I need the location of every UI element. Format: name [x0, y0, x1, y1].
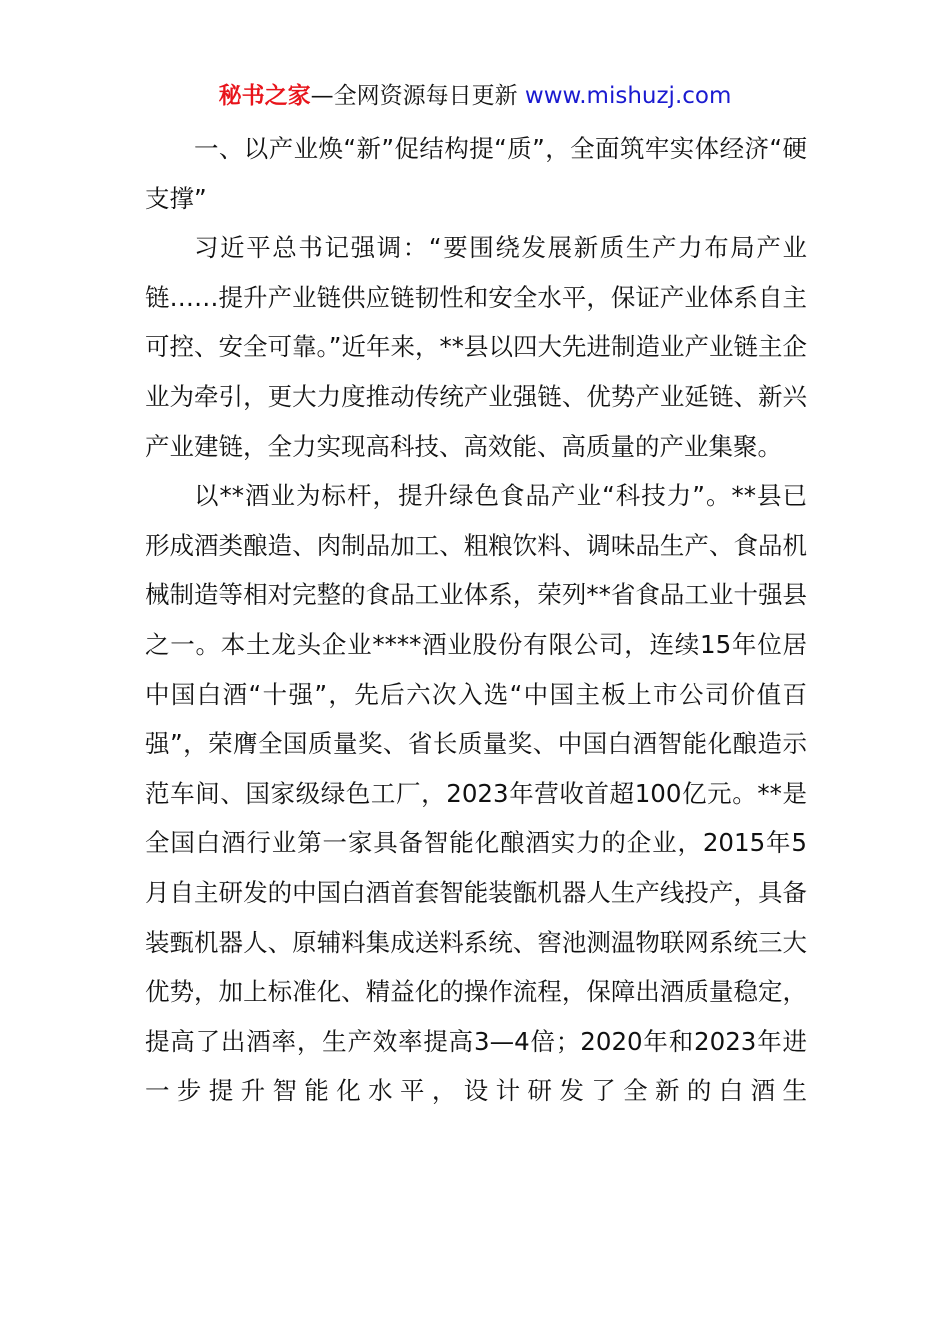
site-url-link[interactable]: www.mishuzj.com	[524, 83, 732, 109]
site-tagline: —全网资源每日更新	[310, 83, 525, 109]
body-paragraph: 以**酒业为标杆，提升绿色食品产业“科技力”。**县已形成酒类酿造、肉制品加工、粗粮饮料、调味品生产、食品机械制造等相对完整的食品工业体系，荣列**省食品工业十强县之一。本土龙头企业****酒业股份有限公司，连续15年位居中国白酒“十强”，先后六次入选“中国主板上市公司价值百强”，荣膺全国质量奖、省长质量奖、中国白酒智能化酿造示范车间、国家级绿色工厂，2023年营收首超100亿元。**是全国白酒行业第一家具备智能化酿酒实力的企业，2015年5月自主研发的中国白酒首套智能装甑机器人生产线投产，具备装甄机器人、原辅料集成送料系统、窖池测温物联网系统三大优势，加上标准化、精益化的操作流程，保障出酒质量稳定，提高了出酒率，生产效率提高3—4倍；2020年和2023年进一步提升智能化水平，设计研发了全新的白酒生	[145, 481, 807, 1106]
section-heading: 一、以产业焕“新”促结构提“质”，全面筑牢实体经济“硬支撑”	[145, 134, 807, 213]
body-paragraph: 习近平总书记强调：“要围绕发展新质生产力布局产业链……提升产业链供应链韧性和安全水平，保证产业体系自主可控、安全可靠。”近年来，**县以四大先进制造业产业链主企业为牵引，更大力度推动传统产业强链、优势产业延链、新兴产业建链，全力实现高科技、高效能、高质量的产业集聚。	[145, 233, 807, 461]
document-body	[145, 124, 807, 1116]
site-header	[0, 80, 950, 112]
site-brand: 秘书之家	[218, 83, 311, 109]
